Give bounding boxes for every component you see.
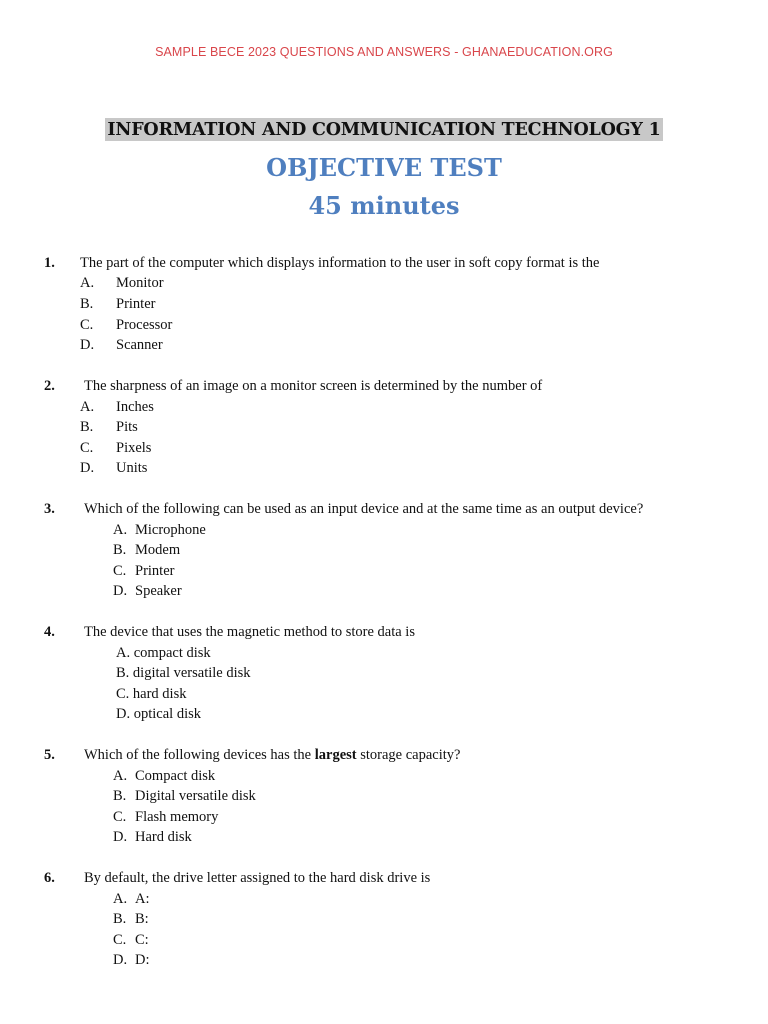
option-letter: D. (113, 829, 128, 845)
option-letter: B. (80, 296, 94, 312)
question-number: 3. (44, 501, 55, 517)
document-header-line: SAMPLE BECE 2023 QUESTIONS AND ANSWERS - GHANAEDUCATION.ORG (155, 45, 613, 59)
option-c (113, 932, 149, 949)
option-b (113, 911, 149, 928)
question-text: The sharpness of an image on a monitor screen is determined by the number of (84, 378, 543, 394)
option-letter: A. (80, 399, 95, 415)
option-a (113, 768, 215, 785)
option-d (116, 706, 201, 723)
option-d (113, 952, 150, 969)
question-text-part: Which of the following devices has the (84, 747, 315, 763)
option-letter: B. (113, 911, 127, 927)
question-number: 1. (44, 255, 55, 271)
option-text: Flash memory (135, 809, 219, 825)
option-c (113, 809, 218, 826)
question-number: 5. (44, 747, 55, 763)
option-a (80, 275, 164, 292)
option-b (116, 665, 251, 682)
option-letter: D. (80, 460, 95, 476)
option-c (113, 563, 174, 580)
option-text: Microphone (135, 522, 206, 538)
question-text: The device that uses the magnetic method to store data is (84, 624, 415, 640)
option-letter: B. (80, 419, 94, 435)
option-letter: A. (80, 275, 95, 291)
option-letter: A. (113, 768, 128, 784)
option-d (80, 337, 163, 354)
option-text: Pits (116, 419, 138, 435)
option-b (80, 296, 155, 313)
subject-title-wrapper (0, 118, 768, 141)
option-c (80, 317, 172, 334)
option-text: Units (116, 460, 148, 476)
option-text: Inches (116, 399, 154, 415)
option-a (113, 891, 150, 908)
option-c (80, 440, 151, 457)
option-text: Pixels (116, 440, 152, 456)
option-text: Printer (116, 296, 156, 312)
option-b (113, 788, 256, 805)
test-type-title: OBJECTIVE TEST (266, 153, 502, 182)
option-text: Speaker (135, 583, 182, 599)
subject-title: INFORMATION AND COMMUNICATION TECHNOLOGY 1 (107, 120, 661, 140)
option-letter: C. (113, 932, 127, 948)
option-letter: C. (116, 686, 130, 702)
option-text: Modem (135, 542, 181, 558)
option-letter: D. (80, 337, 95, 353)
option-letter: C. (80, 317, 94, 333)
option-letter: A. (116, 645, 131, 661)
option-text: digital versatile disk (132, 665, 251, 681)
option-text: B: (135, 911, 149, 927)
question-text-part: storage capacity? (356, 747, 461, 763)
option-text: A: (135, 891, 150, 907)
question-text: The part of the computer which displays information to the user in soft copy format is the (80, 255, 600, 271)
option-text: Processor (116, 317, 173, 333)
question-number: 4. (44, 624, 55, 640)
option-text: D: (135, 952, 150, 968)
option-text: Printer (135, 563, 175, 579)
question-number: 6. (44, 870, 55, 886)
option-text: Scanner (116, 337, 163, 353)
option-a (113, 522, 206, 539)
question-text-emphasis: largest (314, 747, 357, 763)
option-letter: D. (113, 952, 128, 968)
question-text: Which of the following can be used as an input device and at the same time as an output device? (84, 501, 644, 517)
option-text: Monitor (116, 275, 164, 291)
option-letter: B. (113, 542, 127, 558)
option-d (113, 583, 182, 600)
option-letter: B. (113, 788, 127, 804)
option-b (80, 419, 138, 436)
option-letter: D. (113, 583, 128, 599)
option-d (80, 460, 147, 477)
test-duration: 45 minutes (308, 191, 460, 220)
option-c (116, 686, 186, 703)
option-letter: C. (113, 809, 127, 825)
option-text: Digital versatile disk (135, 788, 256, 804)
option-text: optical disk (133, 706, 201, 722)
question-text: By default, the drive letter assigned to the hard disk drive is (84, 870, 431, 886)
option-text: C: (135, 932, 149, 948)
option-letter: B. (116, 665, 130, 681)
question-number: 2. (44, 378, 55, 394)
option-text: hard disk (132, 686, 187, 702)
option-letter: C. (80, 440, 94, 456)
option-a (80, 399, 154, 416)
option-letter: A. (113, 891, 128, 907)
option-d (113, 829, 192, 846)
option-a (116, 645, 211, 662)
option-text: compact disk (133, 645, 211, 661)
option-letter: A. (113, 522, 128, 538)
option-letter: C. (113, 563, 127, 579)
option-b (113, 542, 180, 559)
option-text: Hard disk (135, 829, 192, 845)
option-letter: D. (116, 706, 131, 722)
option-text: Compact disk (135, 768, 216, 784)
question-text (84, 747, 460, 764)
